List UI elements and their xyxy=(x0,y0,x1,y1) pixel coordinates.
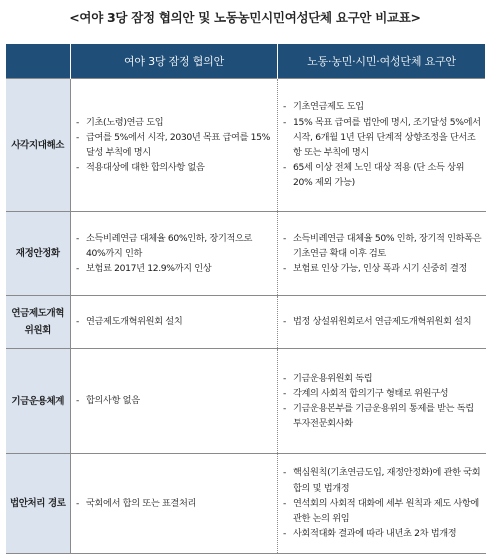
list-item: - 15% 목표 급여를 법안에 명시, 조기달성 5%에서 시작, 6개월 1년 단위 단계적 상향조정을 단서조항 또는 부칙에 명시 xyxy=(282,115,482,161)
column-header-parties: 여야 3당 잠정 협의안 xyxy=(71,44,278,79)
table-row-fiscal-stability xyxy=(6,212,486,296)
row-label-line: 연금제도개혁 xyxy=(11,308,65,319)
list-item: - 사회적대화 결과에 따라 내년초 2차 법개정 xyxy=(282,526,482,541)
list-item: - 연금제도개혁위원회 설치 xyxy=(75,314,273,329)
civic-groups-cell xyxy=(278,212,486,296)
list-item: - 소득비례연금 대체율 50% 인하, 장기적 인하폭은 기초연금 확대 이후 검토 xyxy=(282,231,482,261)
row-label: 사각지대해소 xyxy=(6,79,71,212)
list-item: - 기금운용본부를 기금운용위의 통제를 받는 독립 투자전문회사화 xyxy=(282,401,482,431)
parties-cell xyxy=(71,296,278,349)
list-item: - 연석회의 사회적 대화에 세부 원칙과 제도 사항에 관한 논의 위임 xyxy=(282,496,482,526)
parties-cell xyxy=(71,212,278,296)
list-item: - 각계의 사회적 합의기구 형태로 위원구성 xyxy=(282,386,482,401)
list-item: - 기금운용위원회 독립 xyxy=(282,371,482,386)
list-item: - 법정 상설위원회로서 연금제도개혁위원회 설치 xyxy=(282,314,482,329)
comparison-table xyxy=(5,44,486,554)
list-item: - 핵심원칙(기초연금도입, 재정안정화)에 관한 국회합의 및 법개정 xyxy=(282,465,482,495)
row-label: 기금운용체계 xyxy=(6,349,71,454)
header-corner-cell xyxy=(6,44,71,79)
parties-cell xyxy=(71,454,278,554)
civic-groups-cell xyxy=(278,349,486,454)
list-item: - 적용대상에 대한 합의사항 없음 xyxy=(75,160,273,175)
list-item: - 급여를 5%에서 시작, 2030년 목표 급여를 15% 달성 부칙에 명시 xyxy=(75,130,273,160)
civic-groups-cell xyxy=(278,454,486,554)
row-label xyxy=(6,296,71,349)
list-item: - 소득비례연금 대체율 60%인하, 장기적으로 40%까지 인하 xyxy=(75,231,273,261)
list-item: - 기초연금제도 도입 xyxy=(282,99,482,114)
civic-groups-cell xyxy=(278,296,486,349)
row-label: 재정안정화 xyxy=(6,212,71,296)
list-item: - 기초(노령)연금 도입 xyxy=(75,115,273,130)
table-row-reform-committee xyxy=(6,296,486,349)
column-header-civic-groups: 노동·농민·시민·여성단체 요구안 xyxy=(278,44,486,79)
list-item: - 합의사항 없음 xyxy=(75,393,273,408)
row-label-line: 위원회 xyxy=(24,325,51,336)
list-item: - 보험료 2017년 12.9%까지 인상 xyxy=(75,261,273,276)
row-label: 법안처리 경로 xyxy=(6,454,71,554)
table-row-legislation-path xyxy=(6,454,486,554)
table-header-row xyxy=(6,44,486,79)
civic-groups-cell xyxy=(278,79,486,212)
list-item: - 보험료 인상 가능, 인상 폭과 시기 신중히 결정 xyxy=(282,261,482,276)
parties-cell xyxy=(71,349,278,454)
document-title: <여야 3당 잠정 협의안 및 노동농민시민여성단체 요구안 비교표> xyxy=(69,10,421,25)
list-item: - 국회에서 합의 또는 표결처리 xyxy=(75,496,273,511)
table-row-blind-spot xyxy=(6,79,486,212)
table-row-fund-management xyxy=(6,349,486,454)
parties-cell xyxy=(71,79,278,212)
list-item: - 65세 이상 전체 노인 대상 적용 (단 소득 상위 20% 제외 가능) xyxy=(282,160,482,190)
